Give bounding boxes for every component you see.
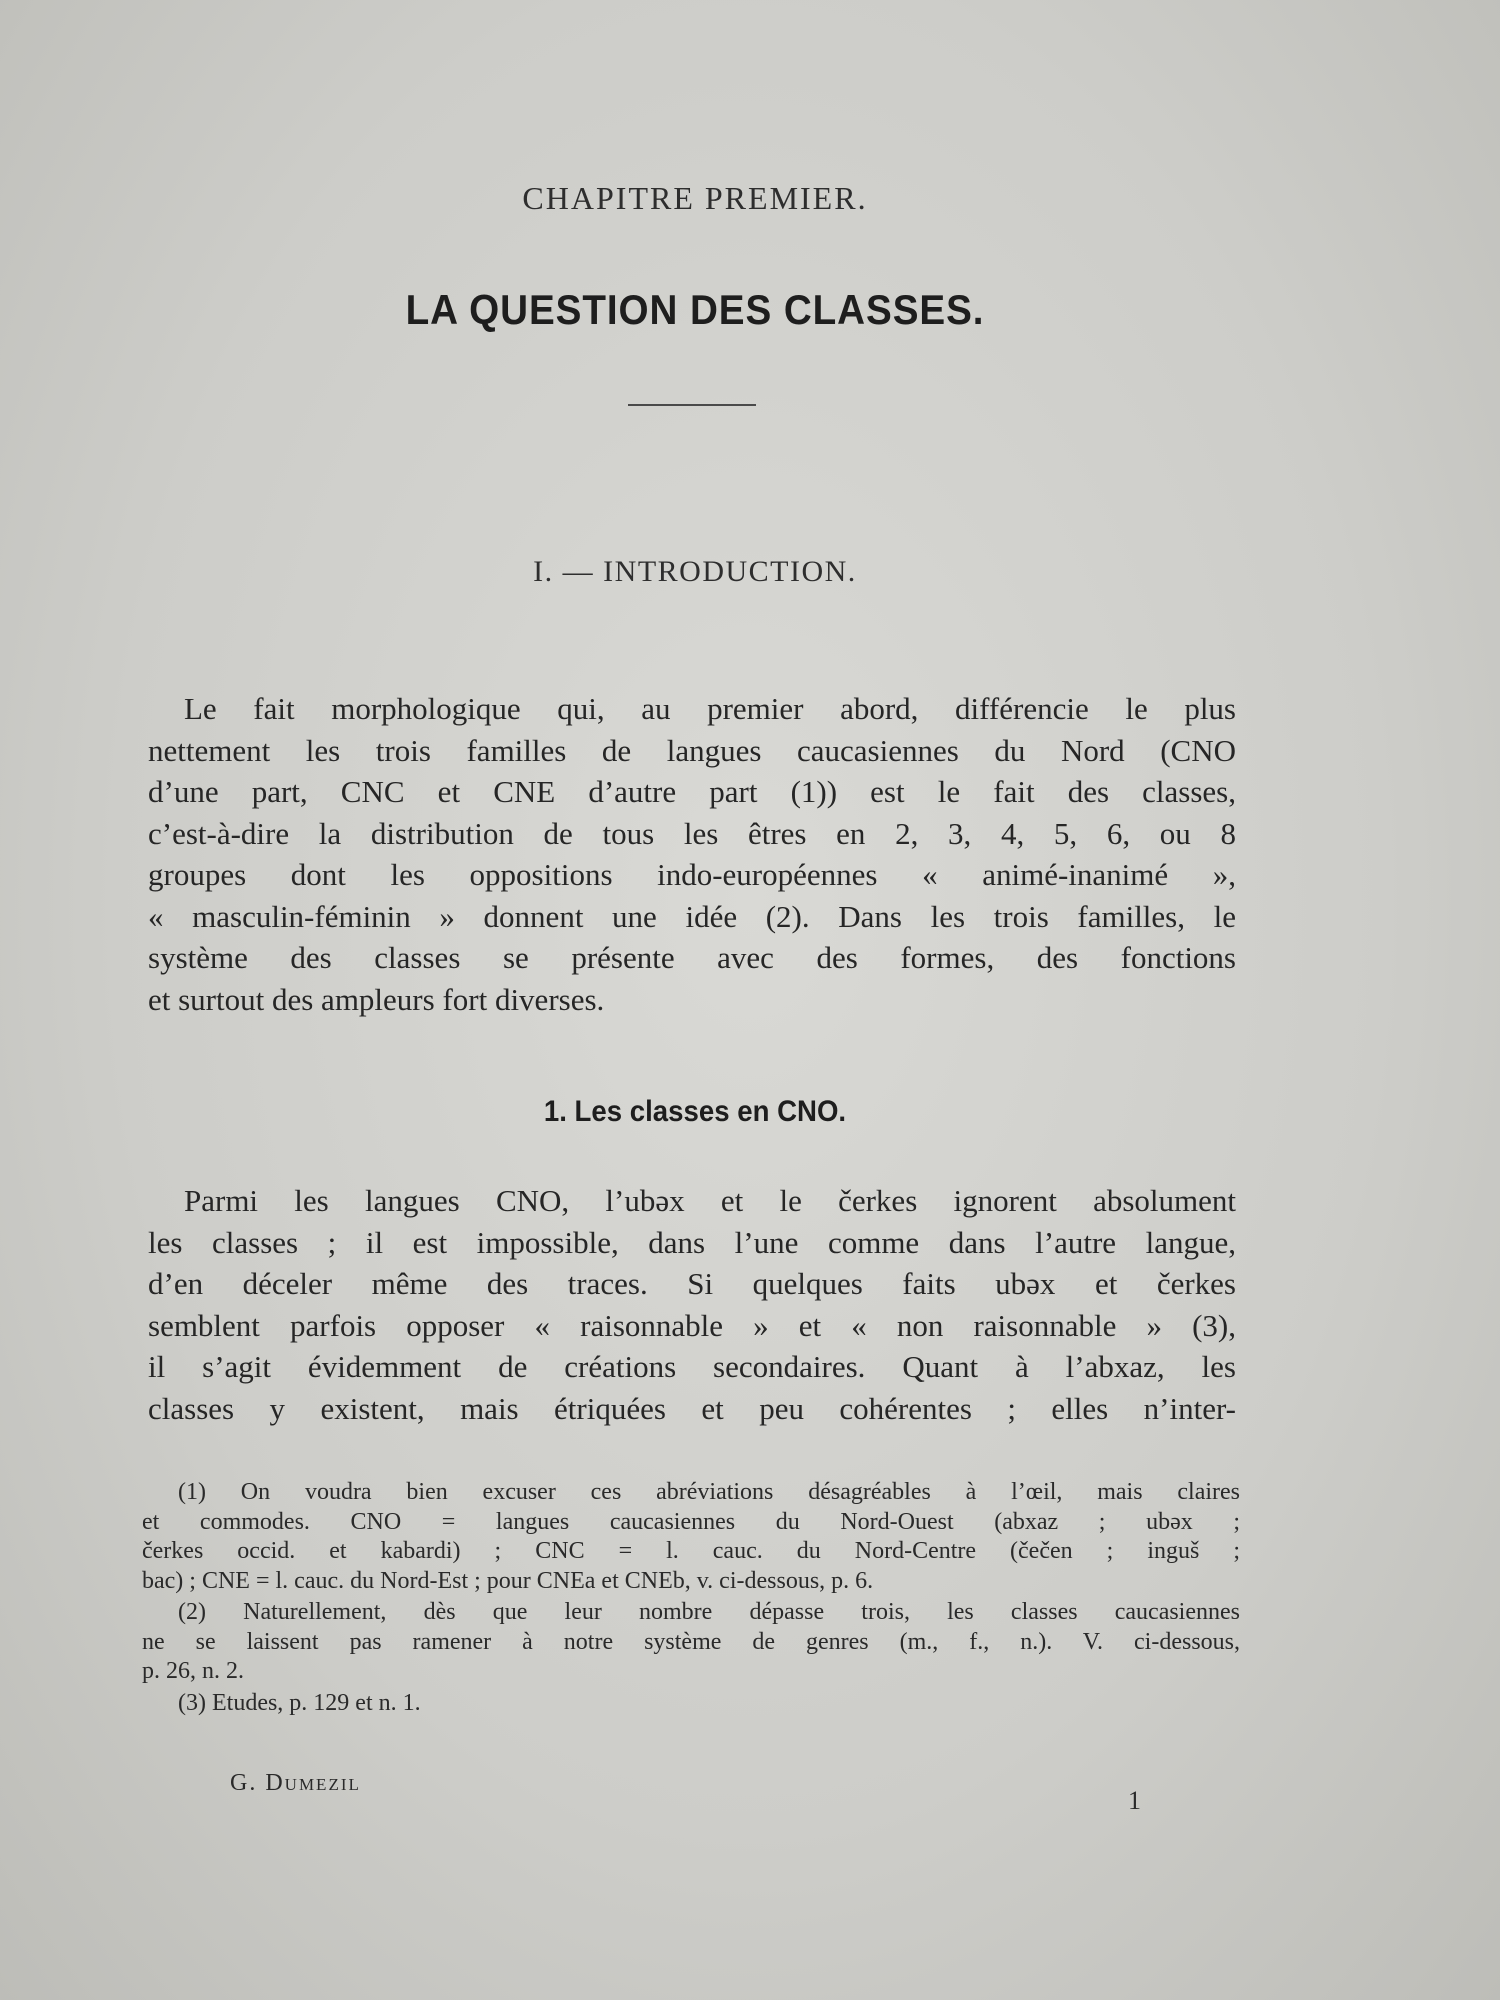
paragraph-line: semblent parfois opposer « raisonnable » et « non raisonnable » (3), (148, 1307, 1236, 1343)
footnote-line: ne se laissent pas ramener à notre système de genres (m., f., n.). V. ci-dessous, (142, 1628, 1240, 1655)
paragraph-line: nettement les trois familles de langues caucasiennes du Nord (CNO (148, 732, 1236, 768)
chapter-title: LA QUESTION DES CLASSES. (405, 286, 985, 333)
introduction-paragraph (148, 688, 1236, 1020)
footnotes (142, 1478, 1240, 1718)
paragraph-line: « masculin-féminin » donnent une idée (2). Dans les trois familles, le (148, 898, 1236, 934)
subsection-heading: 1. Les classes en CNO. (543, 1095, 847, 1128)
footnote-line: čerkes occid. et kabardi) ; CNC = l. cauc. du Nord-Centre (čečen ; inguš ; (142, 1538, 1240, 1564)
paragraph-line: système des classes se présente avec des formes, des fonctions (148, 940, 1236, 975)
paragraph-line: groupes dont les oppositions indo-européennes « animé-inanimé », (148, 857, 1236, 892)
paragraph-line: Parmi les langues CNO, l’ubəx et le čerkes ignorent absolument (184, 1183, 1236, 1218)
paragraph-line: d’une part, CNC et CNE d’autre part (1)) est le fait des classes, (148, 774, 1236, 809)
paragraph-line: et surtout des ampleurs fort diverses. (148, 981, 605, 1017)
cno-paragraph (148, 1180, 1236, 1429)
title-divider (628, 404, 756, 406)
paragraph-line: c’est-à-dire la distribution de tous les êtres en 2, 3, 4, 5, 6, ou 8 (148, 815, 1236, 851)
paragraph-line: classes y existent, mais étriquées et peu cohérentes ; elles n’inter- (148, 1390, 1236, 1426)
page-number: 1 (1128, 1786, 1141, 1815)
footnote-line: (1) On voudra bien excuser ces abréviations désagréables à l’œil, mais claires (178, 1479, 1240, 1505)
chapter-label: CHAPITRE PREMIER. (522, 180, 868, 216)
footnote-line: (3) Etudes, p. 129 et n. 1. (178, 1689, 421, 1716)
footnote-line: (2) Naturellement, dès que leur nombre dépasse trois, les classes caucasiennes (178, 1599, 1240, 1625)
paragraph-line: Le fait morphologique qui, au premier abord, différencie le plus (184, 691, 1236, 726)
section-heading: I. — INTRODUCTION. (533, 555, 857, 588)
paragraph-line: d’en déceler même des traces. Si quelques faits ubəx et čerkes (148, 1266, 1236, 1301)
author-signature: G. Dumezil (230, 1770, 361, 1796)
footnote-line: et commodes. CNO = langues caucasiennes du Nord-Ouest (abxaz ; ubəx ; (142, 1508, 1240, 1535)
paragraph-line: les classes ; il est impossible, dans l’une comme dans l’autre langue, (148, 1224, 1236, 1260)
footnote-line: p. 26, n. 2. (142, 1658, 244, 1684)
footnote-line: bac) ; CNE = l. cauc. du Nord-Est ; pour CNEa et CNEb, v. ci-dessous, p. 6. (142, 1567, 874, 1594)
paragraph-line: il s’agit évidemment de créations secondaires. Quant à l’abxaz, les (148, 1349, 1236, 1384)
